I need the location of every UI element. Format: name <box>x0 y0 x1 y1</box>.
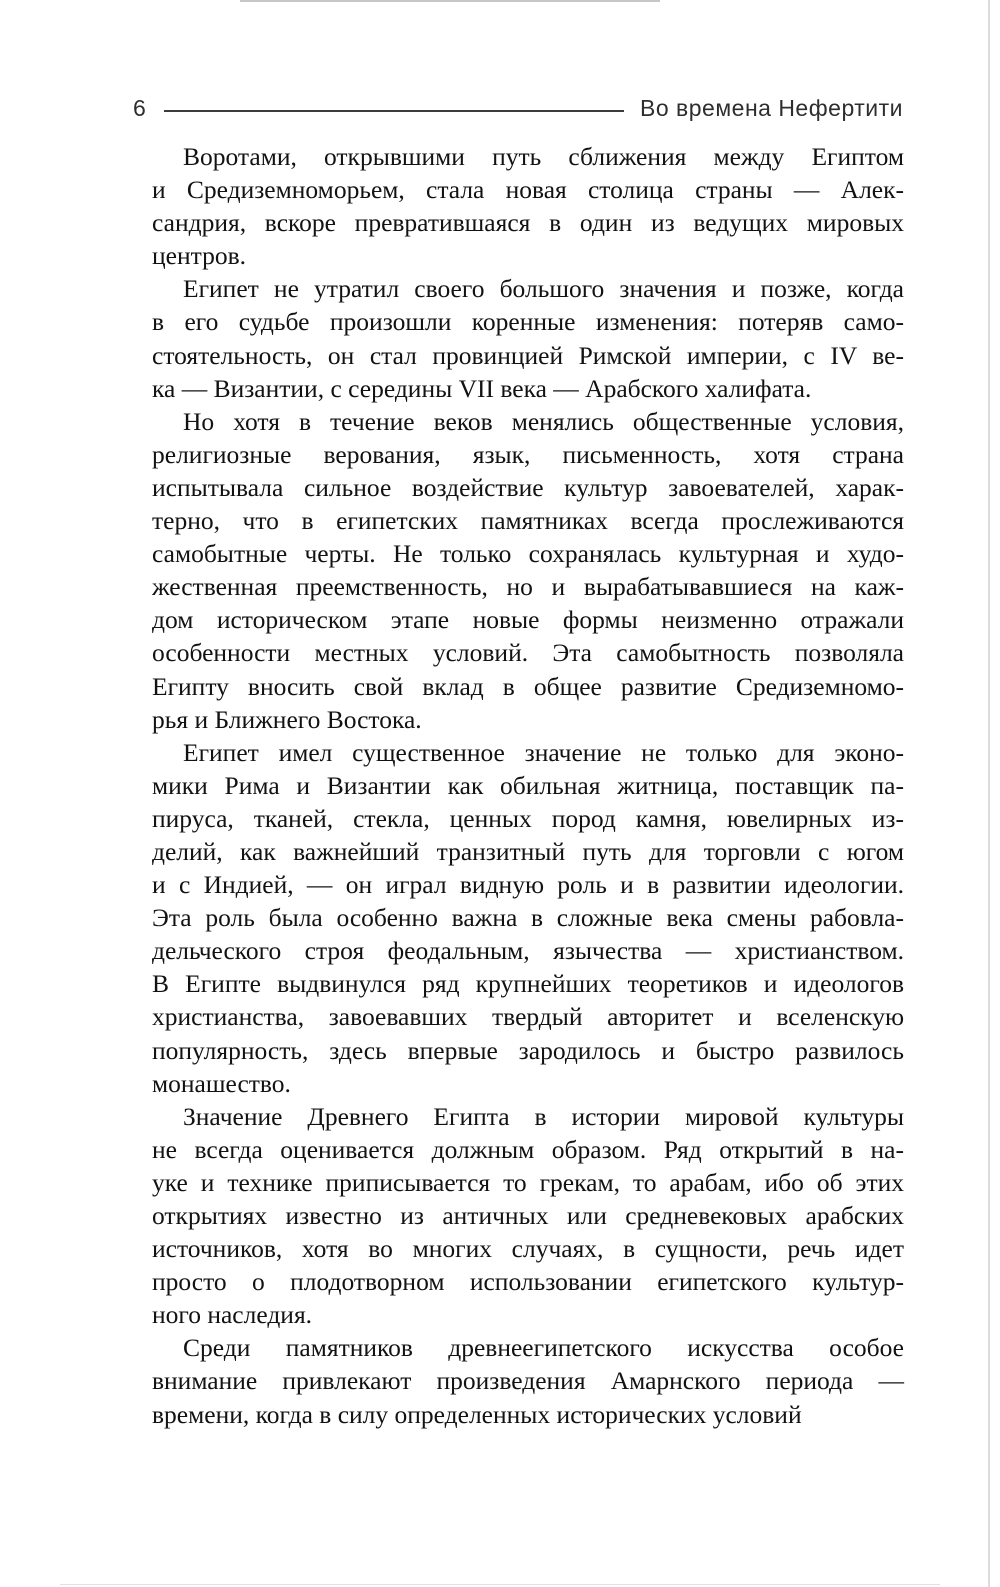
text-line: ного наследия. <box>152 1300 313 1330</box>
text-line: открытиях известно из античных или средневековых арабских <box>152 1201 904 1230</box>
text-line: дом историческом этапе новые формы неизменно отражали <box>152 605 904 635</box>
text-line: стоятельность, он стал провинцией Римской империи, с IV ве- <box>152 340 904 370</box>
page-header <box>133 95 903 122</box>
text-line: источников, хотя во многих случаях, в сущности, речь идет <box>152 1234 904 1264</box>
text-line: Значение Древнего Египта в истории мировой культуры <box>183 1101 904 1131</box>
text-line: Египет не утратил своего большого значения и позже, когда <box>183 274 904 304</box>
paragraph <box>152 736 904 1100</box>
text-line: сандрия, вскоре превратившаяся в один из ведущих мировых <box>152 208 904 238</box>
text-line: жественная преемственность, но и вырабатывавшиеся на каж- <box>152 572 904 602</box>
scan-edge-top <box>240 0 660 2</box>
text-line: не всегда оценивается должным образом. Ряд открытий в на- <box>152 1134 904 1164</box>
text-line: ка — Византии, с середины VII века — Арабского халифата. <box>152 373 812 403</box>
text-line: рья и Ближнего Востока. <box>152 704 422 734</box>
text-line: В Египте выдвинулся ряд крупнейших теоретиков и идеологов <box>152 969 904 999</box>
scan-edge-right <box>988 0 990 1587</box>
text-line: в его судьбе произошли коренные изменения: потеряв само- <box>152 307 904 337</box>
text-line: популярность, здесь впервые зародилось и быстро развилось <box>152 1035 904 1065</box>
text-line: пируса, тканей, стекла, ценных пород камня, ювелирных из- <box>152 803 904 833</box>
running-title: Во времена Нефертити <box>640 95 903 121</box>
text-line: внимание привлекают произведения Амарнского периода — <box>152 1366 904 1396</box>
header-rule <box>164 110 624 112</box>
paragraph <box>152 272 904 404</box>
text-line: Но хотя в течение веков менялись общественные условия, <box>183 406 904 436</box>
text-line: Воротами, открывшими путь сближения между Египтом <box>183 142 904 171</box>
text-line: делий, как важнейший транзитный путь для торговли с югом <box>152 836 904 866</box>
text-line: центров. <box>152 241 246 271</box>
text-line: Египет имел существенное значение не только для эконо- <box>183 737 904 767</box>
text-line: времени, когда в силу определенных исторических условий <box>152 1399 802 1429</box>
paragraph <box>152 1331 904 1430</box>
text-line: и Средиземноморьем, стала новая столица страны — Алек- <box>152 175 904 205</box>
text-line: христианства, завоевавших твердый авторитет и вселенскую <box>152 1002 904 1032</box>
text-line: уке и технике приписывается то грекам, то арабам, ибо об этих <box>152 1167 904 1197</box>
paragraph <box>152 1100 904 1332</box>
text-line: и с Индией, — он играл видную роль и в развитии идеологии. <box>152 870 904 900</box>
text-line: религиозные верования, язык, письменность, хотя страна <box>152 439 904 469</box>
text-line: дельческого строя феодальным, язычества — христианством. <box>152 936 904 966</box>
paragraph <box>152 140 904 272</box>
text-line: просто о плодотворном использовании египетского культур- <box>152 1267 904 1297</box>
paragraph <box>152 405 904 736</box>
text-line: особенности местных условий. Эта самобытность позволяла <box>152 638 904 668</box>
text-line: терно, что в египетских памятниках всегда прослеживаются <box>152 506 904 536</box>
text-line: испытывала сильное воздействие культур завоевателей, харак- <box>152 472 904 502</box>
text-line: монашество. <box>152 1068 291 1098</box>
text-line: самобытные черты. Не только сохранялась культурная и худо- <box>152 539 904 569</box>
page-number: 6 <box>133 95 146 121</box>
scan-edge-bottom <box>60 1584 940 1585</box>
body-text <box>152 140 904 1431</box>
text-line: Эта роль была особенно важна в сложные века смены рабовла- <box>152 903 904 933</box>
text-line: Египту вносить свой вклад в общее развитие Средиземномо- <box>152 671 904 701</box>
text-line: Среди памятников древнеегипетского искусства особое <box>183 1333 904 1363</box>
text-line: мики Рима и Византии как обильная житница, поставщик па- <box>152 770 904 800</box>
